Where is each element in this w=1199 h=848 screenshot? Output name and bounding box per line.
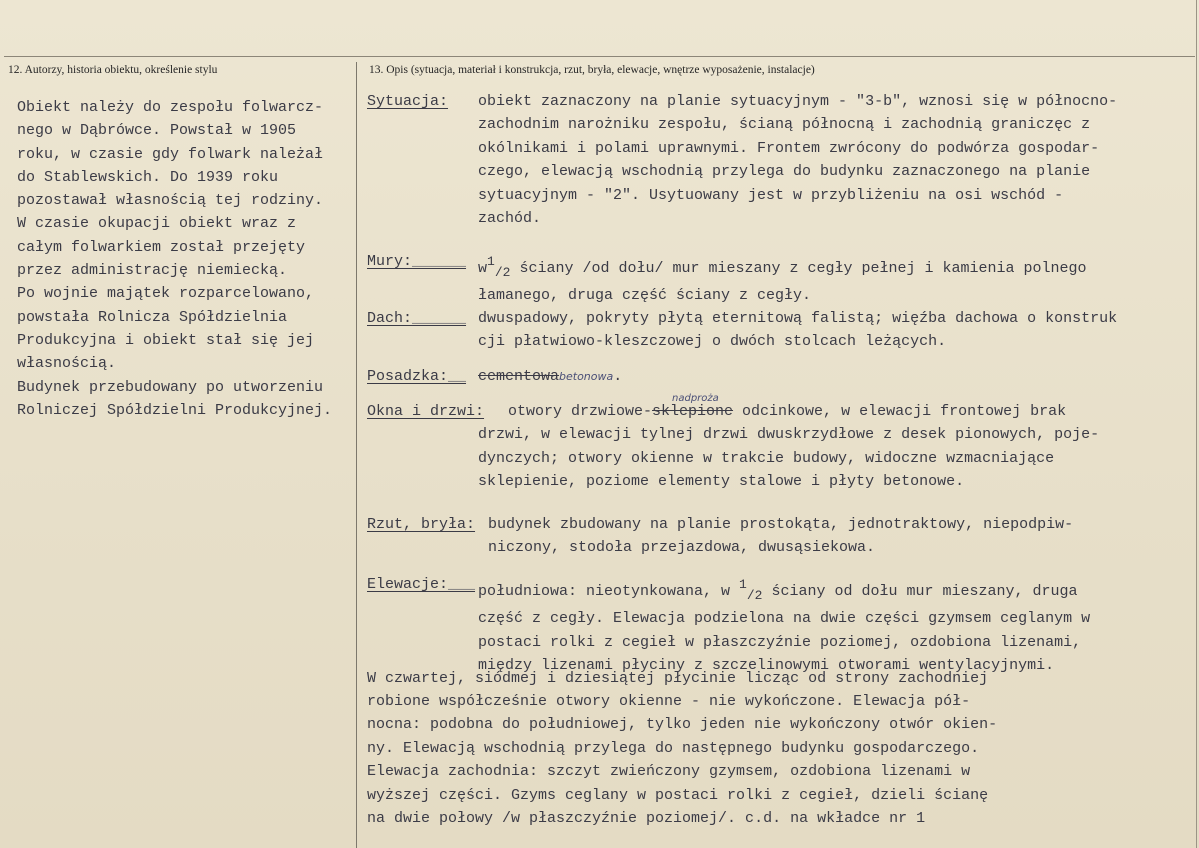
section-label: Okna i drzwi: xyxy=(367,403,485,420)
text-line: czego, elewacją wschodnią przylega do budynku zaznaczonego na planie xyxy=(478,163,1091,181)
text-line: robione współcześnie otwory okienne - nie wykończone. Elewacja pół- xyxy=(367,693,971,710)
section-body xyxy=(478,307,1117,354)
label-fill: __ xyxy=(448,368,467,385)
fraction-numerator: 1 xyxy=(739,577,747,592)
text-line: dwuspadowy, pokryty płytą eternitową falistą; więźba dachowa o konstruk xyxy=(478,310,1118,327)
section-body xyxy=(478,573,1090,678)
text-line: sytuacyjnym - "2". Usytuowany jest w przybliżeniu na osi wschód - xyxy=(478,186,1064,204)
history-line: Budynek przebudowany po utworzeniu xyxy=(17,378,324,396)
history-line: przez administrację niemiecką. xyxy=(17,262,288,280)
handwritten-insertion: nadproża xyxy=(672,393,719,404)
history-line: Obiekt należy do zespołu folwarcz- xyxy=(17,99,324,116)
section-label: Rzut, bryła: xyxy=(367,516,476,533)
history-line: pozostawał własnością tej rodziny. xyxy=(17,192,324,210)
section-label: Sytuacja: xyxy=(367,93,449,110)
text-line: W czwartej, siódmej i dziesiątej płycinie licząc od strony zachodniej xyxy=(367,669,989,687)
section-body xyxy=(478,250,1087,308)
section-body-continued xyxy=(478,423,1099,493)
section-label: Elewacje:___ xyxy=(367,576,476,593)
text-line: na dwie połowy /w płaszczyźnie poziomej/. c.d. na wkładce nr 1 xyxy=(367,810,926,828)
text-line: południowa: nieotynkowana, w 1/2 ściany od dołu mur mieszany, druga xyxy=(478,577,1078,603)
header-authors-history: 12. Autorzy, historia obiektu, określenie stylu xyxy=(8,64,218,76)
handwritten-correction: betonowa xyxy=(559,370,614,383)
struck-word: cementowa xyxy=(478,368,560,385)
text-line: sklepienie, poziome elementy stalowe i płyty betonowe. xyxy=(478,473,965,491)
fraction-numerator: 1 xyxy=(487,254,495,269)
text-line: wyższej części. Gzyms ceglany w postaci rolki z cegieł, dzieli ścianę xyxy=(367,786,989,804)
header-rule xyxy=(4,56,1195,57)
history-line: całym folwarkiem został przejęty xyxy=(17,238,306,256)
struck-word: sklepione xyxy=(652,403,734,420)
history-line: nego w Dąbrówce. Powstał w 1905 xyxy=(17,122,297,140)
text-line: postaci rolki z cegieł w płaszczyźnie poziomej, ozdobiona lizenami, xyxy=(478,633,1082,651)
text-line: okólnikami i polami uprawnymi. Frontem zwrócony do podwórza gospodar- xyxy=(478,139,1100,157)
history-line: Rolniczej Spółdzielni Produkcyjnej. xyxy=(17,401,333,419)
header-description: 13. Opis (sytuacja, materiał i konstrukcja, rzut, bryła, elewacje, wnętrze wyposażenie, instalacje) xyxy=(369,64,815,76)
text-line: cji płatwiowo-kleszczowej o dwóch stolcach leżących. xyxy=(478,333,947,351)
label-fill: ___ xyxy=(448,576,476,593)
text-line: zachodnim narożniku zespołu, ścianą północną i zachodnią graniczęc z xyxy=(478,116,1091,134)
fraction-denominator: /2 xyxy=(494,265,511,280)
history-line: Po wojnie majątek rozparcelowano, xyxy=(17,285,315,303)
section-label: Dach:______ xyxy=(367,310,467,327)
text-line: budynek zbudowany na planie prostokąta, jednotraktowy, niepodpiw- xyxy=(488,516,1074,533)
text-line: ny. Elewacją wschodnią przylega do następnego budynku gospodarczego. xyxy=(367,739,980,757)
fraction-denominator: /2 xyxy=(746,588,763,603)
text-line: łamanego, druga część ściany z cegły. xyxy=(478,287,812,305)
history-line: roku, w czasie gdy folwark należał xyxy=(17,145,324,163)
history-line: Produkcyjna i obiekt stał się jej xyxy=(17,331,315,349)
text-line: zachód. xyxy=(478,210,542,228)
section-body xyxy=(488,513,1073,560)
text-line: Elewacja zachodnia: szczyt zwieńczony gzymsem, ozdobiona lizenami w xyxy=(367,763,971,781)
label-fill: ______ xyxy=(412,310,467,327)
history-line: własnością. xyxy=(17,355,117,373)
section-label: Posadzka:__ xyxy=(367,368,467,385)
text-line: niczony, stodoła przejazdowa, dwusąsiekowa. xyxy=(488,539,876,557)
text-line: nocna: podobna do południowej, tylko jeden nie wykończony otwór okien- xyxy=(367,716,998,734)
section-label: Mury:______ xyxy=(367,253,467,270)
text-line: dynczych; otwory okienne w trakcie budowy, widoczne wzmacniające xyxy=(478,449,1055,467)
text-line: cementowabetonowa. xyxy=(478,368,623,385)
text-line: drzwi, w elewacji tylnej drzwi dwuskrzydłowe z desek pionowych, poje- xyxy=(478,426,1100,444)
section-body xyxy=(508,400,1066,423)
text-line: część z cegły. Elewacja podzielona na dwie części gzymsem ceglanym w xyxy=(478,610,1091,628)
section-body xyxy=(478,365,622,388)
history-text xyxy=(17,96,362,422)
section-body-full-width xyxy=(367,667,997,831)
page-edge xyxy=(1196,0,1197,848)
history-line: do Stablewskich. Do 1939 roku xyxy=(17,168,279,186)
text-line: otwory drzwiowe-sklepione odcinkowe, w elewacji frontowej brak xyxy=(508,403,1067,420)
text-line: obiekt zaznaczony na planie sytuacyjnym - "3-b", wznosi się w północno- xyxy=(478,93,1118,110)
text-line: między lizenami płyciny z szczelinowymi otworami wentylacyjnymi. xyxy=(478,657,1055,675)
history-line: W czasie okupacji obiekt wraz z xyxy=(17,215,297,233)
text-line: w1/2 ściany /od dołu/ mur mieszany z cegły pełnej i kamienia polnego xyxy=(478,254,1087,280)
section-body xyxy=(478,90,1117,230)
history-line: powstała Rolnicza Spółdzielnia xyxy=(17,308,288,326)
label-fill: ______ xyxy=(412,253,467,270)
